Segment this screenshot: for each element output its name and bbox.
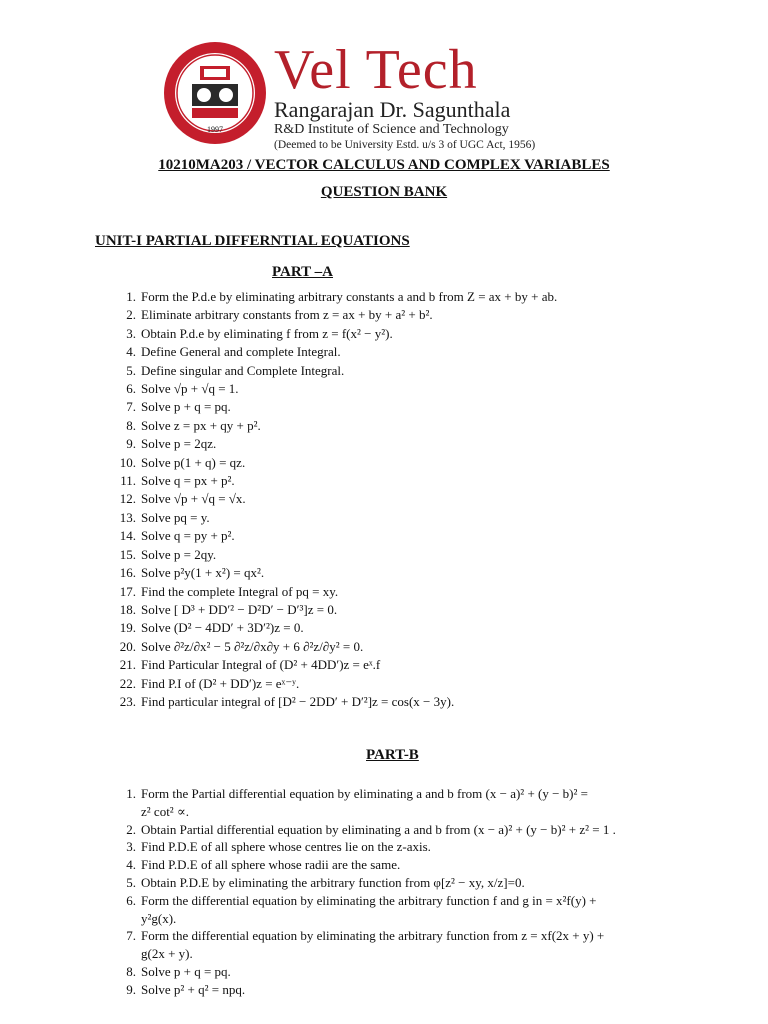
question-text: Solve p(1 + q) = qz. [141,454,246,470]
question-number: 19. [119,620,136,636]
question-item [112,981,702,999]
question-number: 9. [126,436,136,452]
question-number: 18. [119,601,136,617]
question-number: 8. [126,417,136,433]
question-item [112,398,702,416]
question-item [112,527,702,545]
question-text: Solve (D² − 4DD′ + 3D′²)z = 0. [141,620,304,636]
question-item [112,343,702,361]
question-item [112,601,702,619]
svg-text:1997: 1997 [207,125,223,134]
question-item [112,785,702,821]
question-item [112,362,702,380]
question-text: Define General and complete Integral. [141,344,341,360]
question-item [112,306,702,324]
question-item [112,856,702,874]
question-text: Solve [ D³ + DD′² − D²D′ − D′³]z = 0. [141,601,338,617]
document-title: QUESTION BANK [320,184,448,200]
question-number: 5. [126,874,136,890]
question-item [112,546,702,564]
question-text-continued: g(2x + y). [141,946,193,962]
question-number: 16. [119,565,136,581]
question-item [112,619,702,637]
question-number: 13. [119,509,136,525]
question-item [112,675,702,693]
question-number: 6. [126,892,136,908]
question-item [112,838,702,856]
question-text: Solve √p + √q = 1. [141,381,239,397]
brand-institute: R&D Institute of Science and Technology [274,122,509,137]
question-item [112,417,702,435]
question-text: Find P.D.E of all sphere whose radii are the same. [141,857,401,873]
question-text: Form the differential equation by eliminating the arbitrary function from z = xf(2x + y) + [141,928,605,944]
question-item [112,564,702,582]
question-number: 8. [126,963,136,979]
brand-deemed-note: (Deemed to be University Estd. u/s 3 of UGC Act, 1956) [274,139,536,151]
question-number: 2. [126,307,136,323]
part-a-heading: PART –A [272,264,334,280]
institution-seal-icon [162,40,268,146]
question-text: Solve √p + √q = √x. [141,491,246,507]
question-number: 3. [126,839,136,855]
question-number: 3. [126,325,136,341]
part-a-question-list [112,288,702,711]
question-item [112,892,702,928]
question-number: 12. [119,491,136,507]
question-text: Solve p + q = pq. [141,963,231,979]
question-item [112,874,702,892]
question-text: Solve p²y(1 + x²) = qx². [141,565,265,581]
question-text: Form the differential equation by eliminating the arbitrary function f and g in = x²f(y) + [141,892,597,908]
question-text-continued: z² cot² ∝. [141,803,189,819]
question-item [112,693,702,711]
question-text-continued: y²g(x). [141,910,177,926]
part-b-heading: PART-B [366,747,419,763]
question-item [112,435,702,453]
question-text: Solve z = px + qy + p². [141,417,261,433]
question-text: Obtain Partial differential equation by eliminating a and b from (x − a)² + (y − b)² + z² = 1 . [141,821,616,837]
question-text: Find P.I of (D² + DD′)z = eˣ⁻ʸ. [141,675,300,691]
question-number: 15. [119,546,136,562]
question-text: Obtain P.D.E by eliminating the arbitrary function from φ[z² − xy, x/z]=0. [141,874,525,890]
question-item [112,325,702,343]
question-number: 23. [119,693,136,709]
question-item [112,490,702,508]
question-item [112,927,702,963]
question-text: Find particular integral of [D² − 2DD′ + D′²]z = cos(x − 3y). [141,693,455,709]
question-number: 10. [119,454,136,470]
question-item [112,454,702,472]
question-number: 11. [120,473,136,489]
question-item [112,472,702,490]
question-number: 7. [126,928,136,944]
brand-block [274,39,536,152]
question-item [112,963,702,981]
question-number: 17. [119,583,136,599]
question-text: Solve pq = y. [141,509,210,525]
question-number: 22. [119,675,136,691]
question-text: Find Particular Integral of (D² + 4DD′)z = eˣ.f [141,657,381,673]
question-text: Find the complete Integral of pq = xy. [141,583,339,599]
question-number: 14. [119,528,136,544]
question-text: Form the P.d.e by eliminating arbitrary constants a and b from Z = ax + by + ab. [141,289,558,304]
course-title: 10210MA203 / VECTOR CALCULUS AND COMPLEX VARIABLES [158,157,610,173]
question-item [112,288,702,306]
question-number: 1. [126,786,136,801]
part-b-question-list [112,785,702,999]
question-text: Eliminate arbitrary constants from z = ax + by + a² + b². [141,307,433,323]
unit-heading: UNIT-I PARTIAL DIFFERNTIAL EQUATIONS [95,233,410,249]
question-number: 9. [126,981,136,997]
brand-name: Vel Tech [274,39,478,101]
question-text: Solve p² + q² = npq. [141,981,246,997]
question-item [112,821,702,839]
question-item [112,380,702,398]
question-text: Define singular and Complete Integral. [141,362,345,378]
question-text: Solve p = 2qy. [141,546,217,562]
question-number: 21. [119,657,136,673]
question-text: Solve p = 2qz. [141,436,217,452]
question-number: 7. [126,399,136,415]
question-number: 4. [126,344,136,360]
question-item [112,656,702,674]
question-item [112,583,702,601]
question-text: Solve q = py + p². [141,528,235,544]
question-number: 2. [126,821,136,837]
question-text: Solve q = px + p². [141,473,235,489]
question-text: Find P.D.E of all sphere whose centres lie on the z-axis. [141,839,431,855]
question-number: 5. [126,362,136,378]
brand-subtitle: Rangarajan Dr. Sagunthala [274,97,511,122]
question-number: 1. [126,289,136,304]
question-text: Solve ∂²z/∂x² − 5 ∂²z/∂x∂y + 6 ∂²z/∂y² = 0. [141,638,364,654]
question-number: 6. [126,381,136,397]
question-text: Form the Partial differential equation by eliminating a and b from (x − a)² + (y − b)² = [141,786,588,801]
question-text: Obtain P.d.e by eliminating f from z = f(x² − y²). [141,325,393,341]
question-item [112,638,702,656]
question-item [112,509,702,527]
question-text: Solve p + q = pq. [141,399,231,415]
institution-logo [162,39,542,151]
question-number: 20. [119,638,136,654]
question-number: 4. [126,857,136,873]
